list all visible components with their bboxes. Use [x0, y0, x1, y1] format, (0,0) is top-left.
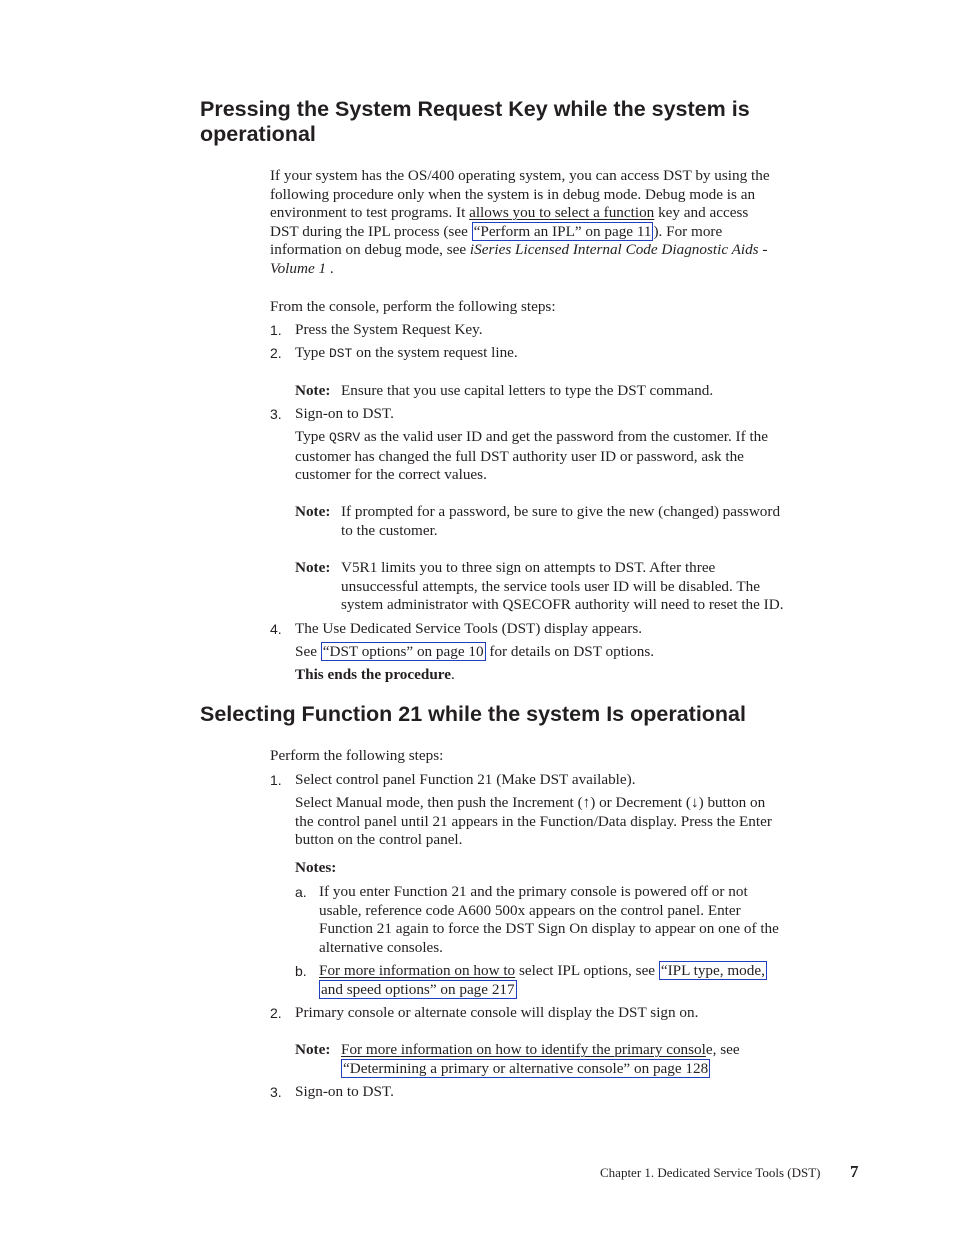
page-number: 7 — [850, 1162, 859, 1181]
note-text — [319, 883, 869, 957]
text-line: Function 21 again to force the DST Sign On display to appear on one of the — [319, 920, 779, 938]
underlined-text: allows you to select a function — [469, 204, 655, 222]
link-determining-console[interactable]: “Determining a primary or alternative console” on page 128 — [343, 1059, 709, 1077]
note-label: Note: — [295, 503, 331, 520]
footer-chapter: Chapter 1. Dedicated Service Tools (DST) — [600, 1165, 821, 1180]
text-line: customer has changed the full DST authority user ID or password, ask the — [295, 447, 744, 465]
steps-intro: Perform the following steps: — [270, 747, 444, 764]
note-text — [341, 1041, 871, 1078]
text-line: alternative consoles. — [319, 938, 443, 956]
step-text: Sign-on to DST. — [295, 1083, 394, 1100]
text-line — [270, 223, 870, 242]
text-line: If prompted for a password, be sure to give the new (changed) password — [341, 503, 781, 520]
link-ipl-type-mode[interactable]: “IPL type, mode, — [660, 962, 765, 979]
text-line — [270, 241, 870, 260]
text-line — [341, 1041, 871, 1060]
note-text — [341, 503, 871, 540]
text-line: customer for the correct values. — [295, 466, 487, 484]
book-title: iSeries Licensed Internal Code Diagnostic Aids - — [469, 241, 768, 259]
text-line — [295, 428, 865, 448]
step-number: 3. — [270, 406, 282, 422]
note-text: Ensure that you use capital letters to type the DST command. — [341, 382, 714, 399]
procedure-end — [295, 666, 455, 685]
text-line: following procedure only when the system is in debug mode. Debug mode is an — [270, 185, 756, 203]
text-line: unsuccessful attempts, the service tools user ID will be disabled. The — [341, 577, 760, 595]
text-line: Select Manual mode, then push the Increment (↑) or Decrement (↓) button on — [295, 794, 766, 811]
step-number: 1. — [270, 772, 282, 788]
text-span: . — [450, 666, 455, 683]
text-line — [270, 260, 870, 279]
text-line: usable, reference code A600 500x appears on the control panel. Enter — [319, 901, 741, 919]
intro-paragraph — [270, 167, 870, 279]
text-span: information on debug mode, see — [270, 241, 470, 259]
step-text: Sign-on to DST. — [295, 405, 394, 422]
note-text — [341, 559, 871, 615]
link-ipl-speed-options[interactable]: and speed options” on page 217 — [321, 980, 515, 998]
heading-line-1: Pressing the System Request Key while the system is — [200, 97, 750, 121]
step-text: Select control panel Function 21 (Make DST available). — [295, 771, 636, 788]
section-heading-2: Selecting Function 21 while the system Is operational — [200, 702, 746, 726]
link-perform-ipl[interactable]: “Perform an IPL” on page 11 — [473, 222, 652, 240]
text-span: key and access — [654, 204, 749, 222]
section-heading-1 — [200, 97, 750, 147]
step-number: 1. — [270, 322, 282, 338]
text-span: . — [326, 259, 334, 277]
text-span: DST during the IPL process (see — [270, 222, 472, 240]
steps-intro: From the console, perform the following steps: — [270, 298, 556, 315]
code-text: QSRV — [328, 430, 361, 445]
step-text: Press the System Request Key. — [295, 321, 483, 338]
text-line: If your system has the OS/400 operating system, you can access DST by using the — [270, 167, 770, 184]
link-dst-options[interactable]: “DST options” on page 10 — [322, 643, 484, 660]
text-line: V5R1 limits you to three sign on attempts to DST. After three — [341, 559, 716, 576]
step-number: 2. — [270, 1005, 282, 1021]
note-label: Note: — [295, 382, 331, 399]
text-span: Type — [295, 428, 329, 445]
step-text: Primary console or alternate console will display the DST sign on. — [295, 1004, 699, 1021]
text-line: button on the control panel. — [295, 831, 463, 849]
text-span: environment to test programs. It — [270, 204, 470, 222]
step-paragraph — [295, 428, 865, 485]
text-span: select IPL options, see — [515, 962, 659, 979]
step-paragraph — [295, 794, 870, 850]
heading-line-2: operational — [200, 122, 316, 146]
text-line: to the customer. — [341, 521, 438, 539]
step-paragraph — [295, 643, 654, 662]
text-line: system administrator with QSECOFR authority will need to reset the ID. — [341, 596, 784, 614]
text-line — [341, 1060, 871, 1079]
underlined-text: For more information on how to identify the primary consol — [341, 1041, 706, 1058]
text-span: ). For more — [653, 222, 723, 240]
text-line: If you enter Function 21 and the primary console is powered off or not — [319, 883, 748, 900]
text-line — [319, 962, 869, 981]
notes-label: Notes: — [295, 859, 337, 876]
text-line — [319, 981, 869, 1000]
note-letter: b. — [295, 963, 307, 979]
text-span: as the valid user ID and get the password from the customer. If the — [360, 428, 769, 445]
book-title: Volume 1 — [270, 259, 327, 277]
step-text — [295, 344, 518, 364]
text-span: Type — [295, 344, 329, 361]
bold-text: This ends the procedure — [295, 666, 451, 683]
text-span: for details on DST options. — [485, 643, 655, 660]
text-span: on the system request line. — [352, 344, 518, 361]
step-text: The Use Dedicated Service Tools (DST) display appears. — [295, 620, 643, 637]
step-number: 3. — [270, 1084, 282, 1100]
underlined-text: For more information on how to — [319, 962, 516, 979]
step-number: 4. — [270, 621, 282, 637]
note-label: Note: — [295, 1041, 331, 1058]
note-label: Note: — [295, 559, 331, 576]
text-span: See — [295, 643, 321, 660]
note-letter: a. — [295, 884, 307, 900]
note-text — [319, 962, 869, 999]
text-line: the control panel until 21 appears in the Function/Data display. Press the Enter — [295, 812, 772, 830]
text-line — [270, 204, 870, 223]
step-number: 2. — [270, 345, 282, 361]
text-span: e, see — [705, 1041, 740, 1058]
code-text: DST — [328, 346, 353, 361]
